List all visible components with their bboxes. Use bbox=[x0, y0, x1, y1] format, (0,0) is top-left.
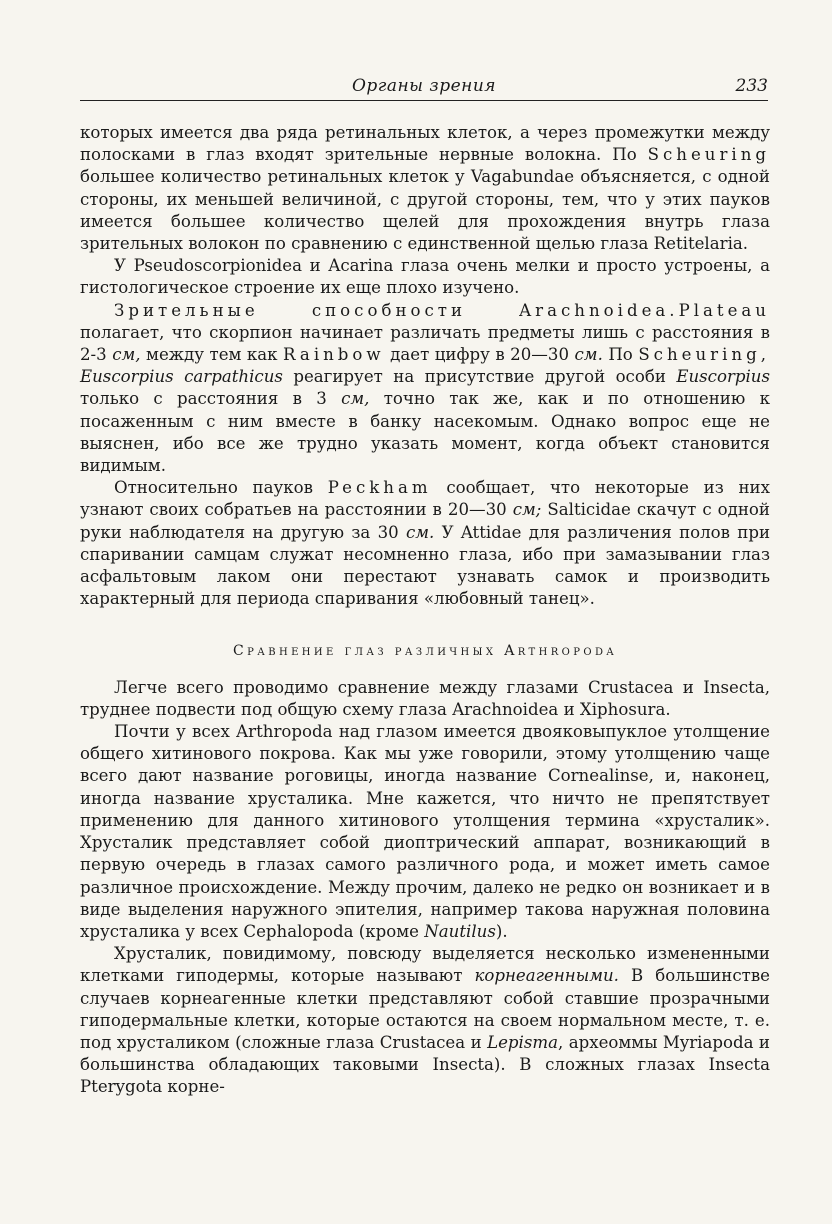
author-peckham: Peckham bbox=[327, 478, 432, 498]
unit-cm: см, bbox=[112, 345, 141, 365]
author-rainbow: Rainbow bbox=[283, 345, 385, 365]
paragraph-6-text-a: Почти у всех Arthropoda над глазом имеется двояковыпуклое утолщение общего хитинового покрова. Как мы уже говорили, этому утолщению чаще всего дают название роговицы, иногда название Cornealinse, и, наконец, иногда название хрусталика. Мне кажется, что ничто не препятствует применению для данного хитинового утолщения термина «хрусталик». Хрусталик представляет собой диоптрический аппарат, возникающий в первую очередь в глазах самого различного рода, и может иметь самое различное происхождение. Между прочим, далеко не редко он возникает и в виде выделения наружного эпителия, например такова наружная половина хрусталика у всех Cephalopoda (кроме bbox=[80, 722, 770, 941]
paragraph-4 bbox=[80, 477, 770, 610]
paragraph-3-text-c: дает цифру в 20—30 bbox=[384, 345, 575, 365]
paragraph-1 bbox=[80, 122, 770, 255]
paragraph-3-text-d: По bbox=[602, 345, 639, 365]
paragraph-4-text-c: Salticidae скачут с одной руки наблюдателя на другую за 30 bbox=[80, 500, 770, 542]
genus-name: Lepisma bbox=[487, 1032, 558, 1052]
page-body bbox=[80, 122, 770, 1099]
subsection-lead: Зрительные способности Arachnoidea. bbox=[114, 300, 679, 320]
author-plateau: Plateau bbox=[678, 300, 770, 320]
author-scheuring: Scheuring, bbox=[638, 345, 770, 365]
unit-cm: см; bbox=[512, 500, 542, 520]
unit-cm: см. bbox=[574, 345, 603, 365]
paragraph-1-rest: большее количество ретинальных клеток у Vagabundae объясняется, с одной стороны, их меньшей величиной, с другой стороны, тем, что у этих пауков имеется большее количество щелей для прохождения внутрь глаза зрительных волокон по сравнению с единственной щелью глаза Retitelaria. bbox=[80, 167, 770, 254]
paragraph-3 bbox=[80, 300, 770, 478]
paragraph-5: Легче всего проводимо сравнение между глазами Crustacea и Insecta, труднее подвести под общую схему глаза Arachnoidea и Xiphosura. bbox=[80, 677, 770, 719]
unit-cm: см, bbox=[341, 389, 370, 409]
section-heading: Сравнение глаз различных Arthropoda bbox=[233, 643, 617, 660]
paragraph-6-text-b: ). bbox=[495, 921, 508, 941]
paragraph-7 bbox=[80, 943, 770, 1098]
paragraph-3-text-f: только с расстояния в 3 bbox=[80, 389, 342, 409]
paragraph-3-text-g: точно так же, как и по отношению к посаженным с ним вместе в банку насекомым. Однако вопрос еще не выяснен, ибо все же трудно указать момент, когда объект становится видимым. bbox=[80, 389, 770, 476]
paragraph-7-text-c: , археоммы Myriapoda и большинства обладающих таковыми Insecta). В сложных глазах Insecta Pterygota корне- bbox=[80, 1032, 770, 1097]
paragraph-4-text-d: У Attidae для различения полов при спаривании самцам служат несомненно глаза, ибо при замазывании глаз асфальтовым лаком они перестают узнавать самок и производить характерный для периода спаривания «любовный танец». bbox=[80, 522, 770, 609]
paragraph-1-text: которых имеется два ряда ретинальных клеток, а через промежутки между полосками в глаз входят зрительные нервные волокна. По bbox=[80, 123, 770, 165]
paragraph-4-text-a: Относительно пауков bbox=[114, 478, 328, 498]
paragraph-7-text-a: Хрусталик, повидимому, повсюду выделяется несколько измененными клетками гиподермы, которые называют bbox=[80, 944, 770, 986]
genus-name: Nautilus bbox=[424, 921, 496, 941]
paragraph-3-text-a: полагает, что скорпион начинает различать предметы лишь с расстояния в 2-3 bbox=[80, 322, 770, 365]
term-corneagenic: корнеагенными. bbox=[474, 966, 619, 986]
running-title: Органы зрения bbox=[351, 76, 497, 96]
paragraph-2: У Pseudoscorpionidea и Acarina глаза очень мелки и просто устроены, а гистологическое строение их еще плохо изучено. bbox=[80, 256, 770, 298]
species-name: Euscorpius carpathicus bbox=[80, 367, 283, 387]
paragraph-3-text-e: реагирует на присутствие другой особи bbox=[282, 367, 677, 387]
genus-name: Euscorpius bbox=[676, 367, 771, 387]
paragraph-6 bbox=[80, 721, 770, 943]
unit-cm: см. bbox=[405, 522, 435, 542]
author-scheuring: Scheuring bbox=[647, 145, 770, 165]
paragraph-4-text-b: сообщает, что некоторые из них узнают своих собратьев на расстоянии в 20—30 bbox=[80, 478, 770, 520]
page-header bbox=[80, 76, 768, 101]
paragraph-3-text-b: между тем как bbox=[140, 345, 284, 365]
paragraph-7-text-b: В большинстве случаев корнеагенные клетки представляют собой ставшие прозрачными гиподермальные клетки, которые остаются на своем нормальном месте, т. е. под хрусталиком (сложные глаза Crustacea и bbox=[80, 966, 770, 1052]
page-number: 233 bbox=[735, 76, 768, 96]
